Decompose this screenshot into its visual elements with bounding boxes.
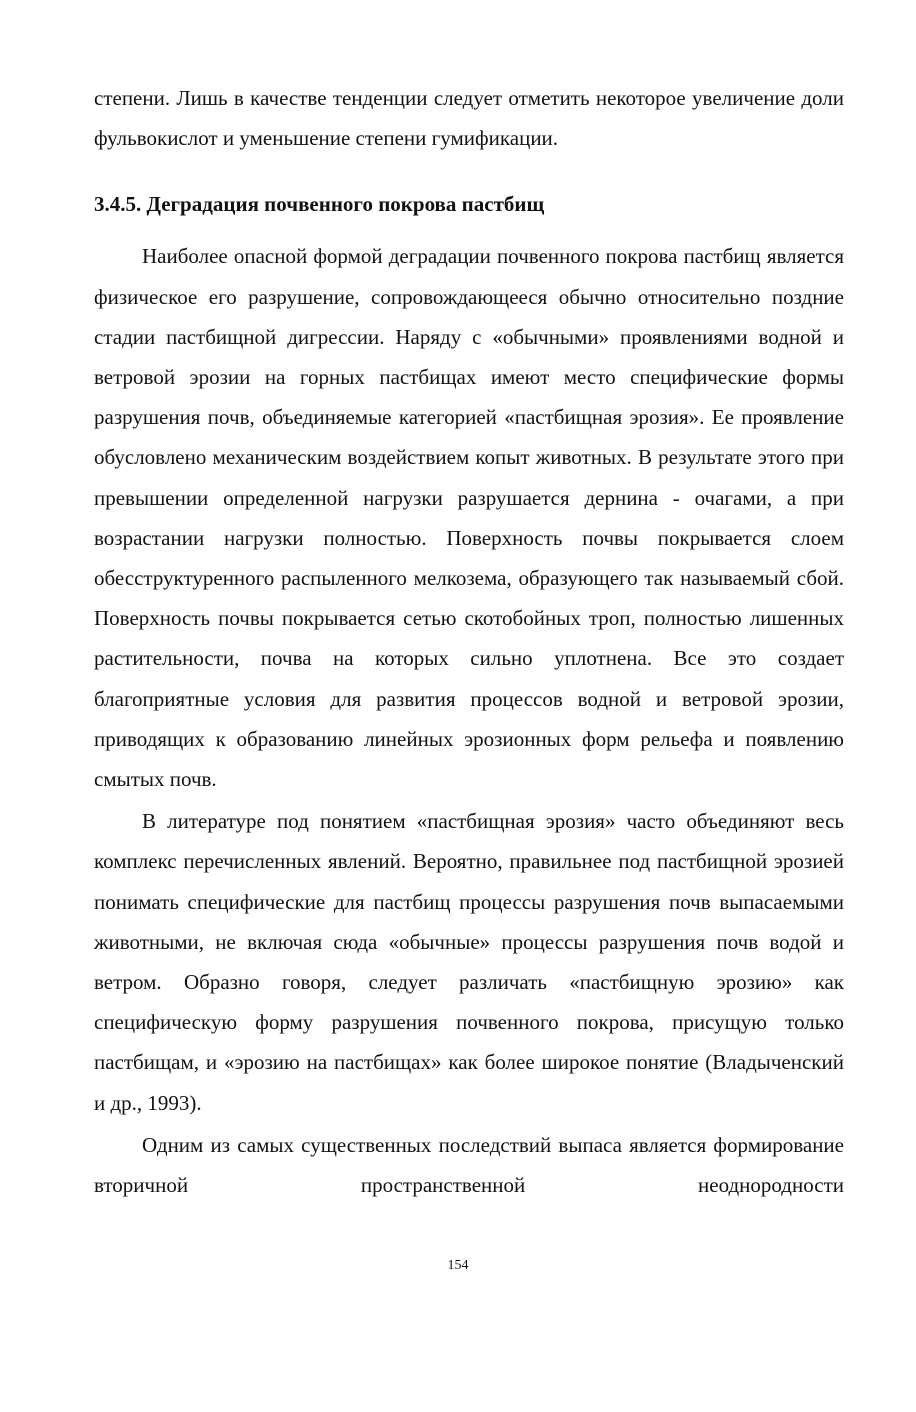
document-page — [94, 78, 844, 1205]
paragraph-grazing-consequences: Одним из самых существенных последствий выпаса является формирование вторичной пространственной неоднородности — [94, 1132, 844, 1198]
section-heading: 3.4.5. Деградация почвенного покрова пастбищ — [94, 192, 545, 217]
paragraph-continuation: степени. Лишь в качестве тенденции следует отметить некоторое увеличение доли фульвокислот и уменьшение степени гумификации. — [94, 86, 844, 151]
paragraph-pasture-erosion-intro: Наиболее опасной формой деградации почвенного покрова пастбищ является физическое его разрушение, сопровождающееся обычно относительно поздние стадии пастбищной дигрессии. Наряду с «обычными» проявлениями водной и ветровой эрозии на горных пастбищах имеют место специфические формы разрушения почв, объединяемые категорией «пастбищная эрозия». Ее проявление обусловлено механическим воздействием копыт животных. В результате этого при превышении определенной нагрузки разрушается дернина - очагами, а при возрастании нагрузки полностью. Поверхность почвы покрывается слоем обесструктуренного распыленного мелкозема, образующего так называемый сбой. Поверхность почвы покрывается сетью скотобойных троп, полностью лишенных растительности, почва на которых сильно уплотнена. Все это создает благоприятные условия для развития процессов водной и ветровой эрозии, приводящих к образованию линейных эрозионных форм рельефа и появлению смытых почв. — [94, 244, 844, 792]
page-number: 154 — [447, 1258, 469, 1273]
paragraph-literature-definition: В литературе под понятием «пастбищная эрозия» часто объединяют весь комплекс перечисленных явлений. Вероятно, правильнее под пастбищной эрозией понимать специфические для пастбищ процессы разрушения почв выпасаемыми животными, не включая сюда «обычные» процессы разрушения почв водой и ветром. Образно говоря, следует различать «пастбищную эрозию» как специфическую форму разрушения почвенного покрова, присущую только пастбищам, и «эрозию на пастбищах» как более широкое понятие (Владыченский и др., 1993). — [94, 809, 844, 1115]
